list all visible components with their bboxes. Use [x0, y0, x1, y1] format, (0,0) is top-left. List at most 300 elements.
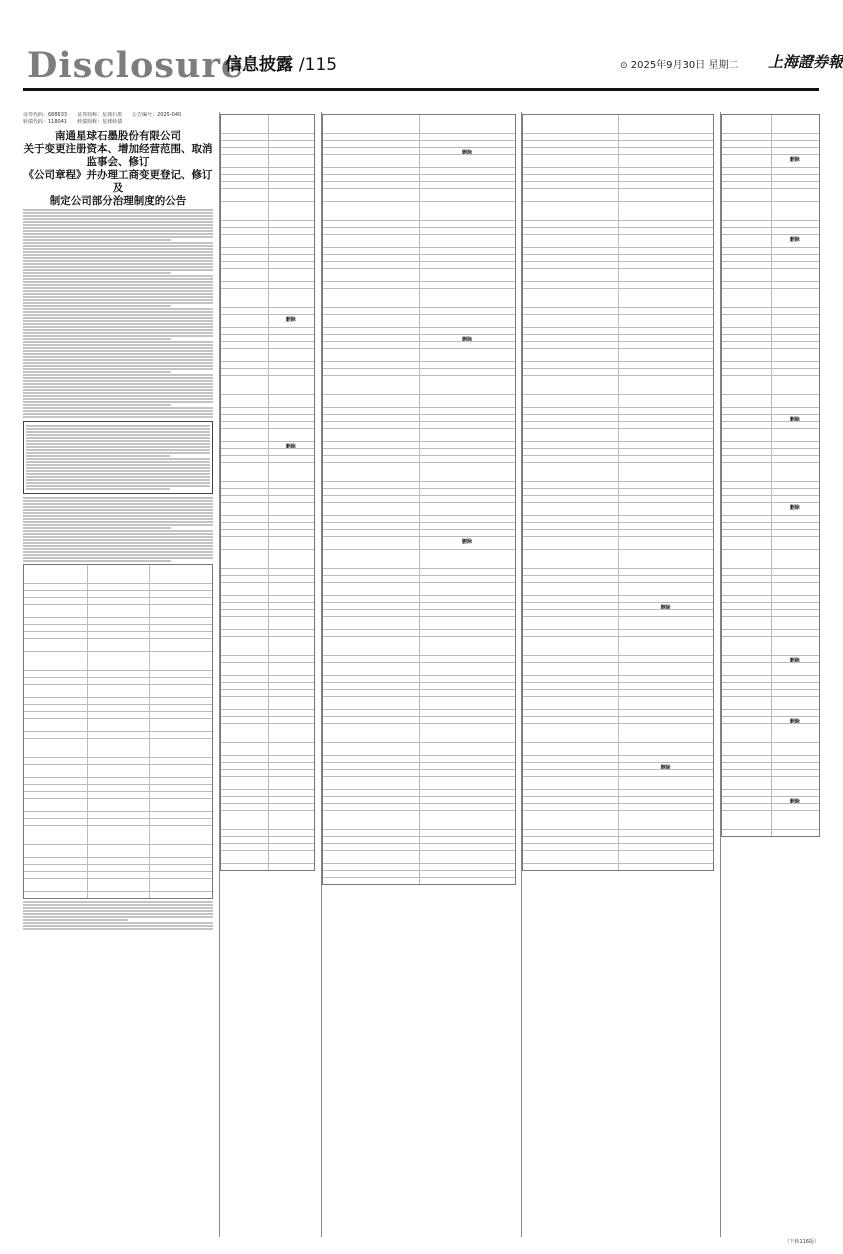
table-row	[221, 201, 314, 220]
table-row	[323, 529, 515, 536]
table-row	[221, 803, 314, 810]
table-row	[722, 174, 819, 181]
table-row	[221, 769, 314, 776]
table-cell-divider	[771, 583, 772, 595]
text-line	[23, 287, 213, 289]
table-row	[323, 595, 515, 602]
table-cell-divider	[618, 550, 619, 568]
table-row	[722, 755, 819, 762]
table-row	[722, 220, 819, 227]
table-cell-divider	[419, 583, 420, 595]
table-row	[221, 481, 314, 488]
table-row	[221, 515, 314, 522]
newspaper-logo: 上海證券報	[768, 53, 843, 71]
table-row	[722, 407, 819, 414]
table-row	[221, 327, 314, 334]
table-row	[323, 488, 515, 495]
table-row	[523, 863, 713, 870]
table-row	[523, 140, 713, 147]
table-row	[323, 769, 515, 776]
table-row	[722, 655, 819, 662]
table-cell-divider	[618, 697, 619, 709]
table-row	[722, 495, 819, 502]
table-row	[221, 662, 314, 675]
table-row	[323, 174, 515, 181]
table-row	[323, 629, 515, 636]
table-row	[722, 716, 819, 723]
table-cell-divider	[771, 637, 772, 655]
table-row	[221, 348, 314, 361]
text-line	[23, 260, 213, 262]
table-row	[221, 502, 314, 515]
text-line	[23, 257, 213, 259]
text-line	[23, 281, 213, 283]
table-row	[323, 147, 515, 154]
table-row	[722, 254, 819, 261]
table-row	[221, 441, 314, 448]
text-line	[23, 212, 213, 214]
table-row	[24, 670, 212, 677]
table-row	[24, 844, 212, 857]
table-row	[221, 133, 314, 140]
table-row	[323, 181, 515, 188]
table-row	[221, 314, 314, 327]
table-cell-divider	[149, 652, 150, 670]
table-row	[523, 414, 713, 421]
table-cell-divider	[771, 315, 772, 327]
table-row	[523, 582, 713, 595]
text-line	[26, 464, 210, 466]
table-row	[221, 307, 314, 314]
text-line	[26, 467, 210, 469]
table-row	[323, 682, 515, 689]
table-row	[323, 843, 515, 850]
text-line	[23, 344, 213, 346]
table-row	[323, 361, 515, 368]
text-line	[23, 533, 213, 535]
text-line	[23, 380, 213, 382]
table-row	[323, 709, 515, 716]
table-cell-divider	[87, 845, 88, 857]
table-cell-divider	[268, 463, 269, 481]
table-cell-divider	[618, 349, 619, 361]
table-row	[722, 375, 819, 394]
table-row	[523, 220, 713, 227]
deleted-label: 删除	[461, 150, 472, 156]
table-row	[722, 609, 819, 616]
table-row	[523, 201, 713, 220]
table-row	[523, 281, 713, 288]
table-row	[523, 181, 713, 188]
text-line	[23, 530, 213, 532]
table-row	[221, 850, 314, 863]
table-row	[523, 843, 713, 850]
table-row	[221, 115, 314, 133]
table-cell-divider	[771, 202, 772, 220]
table-row	[24, 651, 212, 670]
table-row	[523, 188, 713, 201]
table-row	[523, 133, 713, 140]
table-row	[722, 742, 819, 755]
table-row	[323, 288, 515, 307]
table-cell-divider	[618, 429, 619, 441]
table-row	[722, 769, 819, 776]
text-line	[23, 254, 213, 256]
table-cell-divider	[771, 115, 772, 133]
table-cell-divider	[618, 811, 619, 829]
table-row	[221, 462, 314, 481]
table-row	[221, 742, 314, 755]
text-line	[23, 356, 213, 358]
table-row	[323, 502, 515, 515]
table-row	[323, 334, 515, 341]
table-row	[323, 616, 515, 629]
table-row	[722, 582, 819, 595]
table-row	[323, 462, 515, 481]
table-row	[323, 716, 515, 723]
header-rule	[23, 88, 819, 91]
table-row	[523, 602, 713, 609]
table-row	[221, 154, 314, 167]
table-row	[323, 575, 515, 582]
table-cell-divider	[771, 503, 772, 515]
table-cell-divider	[419, 463, 420, 481]
table-cell-divider	[87, 799, 88, 811]
table-row	[523, 307, 713, 314]
text-line	[23, 907, 213, 909]
table-cell-divider	[771, 617, 772, 629]
table-cell-divider	[87, 739, 88, 757]
table-cell-divider	[771, 550, 772, 568]
table-row	[722, 529, 819, 536]
table-row	[221, 394, 314, 407]
text-line	[26, 425, 210, 427]
deleted-label: 删除	[285, 317, 296, 323]
table-cell-divider	[419, 115, 420, 133]
announcement-title: 南通星球石墨股份有限公司 关于变更注册资本、增加经营范围、取消监事会、修订 《公司章程》并办理工商变更登记、修订及 制定公司部分治理制度的公告	[23, 130, 213, 207]
text-line	[23, 323, 213, 325]
table-cell-divider	[149, 765, 150, 777]
table-row	[523, 803, 713, 810]
table-row	[323, 636, 515, 655]
text-line	[23, 410, 213, 412]
table-row	[722, 414, 819, 421]
table-row	[523, 495, 713, 502]
text-line	[23, 272, 171, 274]
table-row	[221, 414, 314, 421]
text-line	[26, 488, 170, 490]
text-line	[23, 551, 213, 553]
text-line	[23, 233, 213, 235]
table-row	[221, 181, 314, 188]
table-cell-divider	[419, 851, 420, 863]
table-cell-divider	[771, 376, 772, 394]
table-row	[523, 836, 713, 843]
table-row	[523, 174, 713, 181]
table-row	[221, 288, 314, 307]
text-line	[23, 368, 213, 370]
table-cell-divider	[419, 811, 420, 829]
text-line	[23, 290, 213, 292]
table-cell-divider	[618, 376, 619, 394]
table-cell-divider	[268, 637, 269, 655]
table-cell-divider	[268, 583, 269, 595]
column-4	[521, 112, 714, 1237]
table-row	[24, 677, 212, 684]
text-line	[23, 548, 213, 550]
table-cell-divider	[618, 851, 619, 863]
table-row	[323, 762, 515, 769]
text-line	[26, 440, 210, 442]
table-row	[221, 810, 314, 829]
text-line	[23, 916, 213, 918]
table-cell-divider	[618, 395, 619, 407]
text-line	[23, 901, 213, 903]
table-row	[722, 796, 819, 803]
bond-codes: 转债代码：118041 转债简称：星球转债	[23, 119, 123, 125]
table-row	[523, 247, 713, 254]
table-row	[722, 201, 819, 220]
comparison-table-5	[721, 114, 820, 837]
table-row	[523, 502, 713, 515]
text-line	[23, 386, 213, 388]
text-line	[26, 476, 210, 478]
table-cell-divider	[268, 376, 269, 394]
text-line	[23, 362, 213, 364]
text-line	[23, 539, 213, 541]
table-row	[722, 689, 819, 696]
text-line	[23, 554, 213, 556]
table-row	[323, 810, 515, 829]
table-row	[24, 704, 212, 711]
table-cell-divider	[771, 811, 772, 829]
stock-codes: 证券代码：688633 证券简称：星球石墨 公告编号：2025-040	[23, 112, 182, 118]
table-row	[323, 662, 515, 675]
table-cell-divider	[87, 719, 88, 731]
table-row	[323, 133, 515, 140]
deleted-label: 删除	[789, 505, 800, 511]
text-line	[26, 452, 210, 454]
table-cell-divider	[618, 289, 619, 307]
table-row	[323, 796, 515, 803]
table-cell-divider	[618, 155, 619, 167]
table-row	[323, 448, 515, 455]
table-cell-divider	[618, 663, 619, 675]
table-row	[221, 789, 314, 796]
table-cell-divider	[87, 826, 88, 844]
table-cell-divider	[149, 719, 150, 731]
table-cell-divider	[268, 724, 269, 742]
table-row	[722, 188, 819, 201]
table-row	[221, 796, 314, 803]
text-line	[23, 500, 213, 502]
table-row	[523, 522, 713, 529]
table-cell-divider	[419, 429, 420, 441]
table-row	[523, 662, 713, 675]
table-cell-divider	[419, 189, 420, 201]
text-line	[26, 485, 210, 487]
table-row	[523, 334, 713, 341]
table-row	[722, 776, 819, 789]
text-line	[23, 284, 213, 286]
table-cell-divider	[87, 685, 88, 697]
table-row	[722, 154, 819, 167]
table-cell-divider	[149, 892, 150, 898]
text-line	[26, 446, 210, 448]
table-row	[323, 375, 515, 394]
table-cell-divider	[268, 395, 269, 407]
table-cell-divider	[419, 550, 420, 568]
table-cell-divider	[771, 463, 772, 481]
table-row	[722, 696, 819, 709]
text-line	[23, 221, 213, 223]
table-row	[24, 757, 212, 764]
table-row	[323, 268, 515, 281]
text-line	[23, 299, 213, 301]
table-cell-divider	[771, 429, 772, 441]
table-row	[523, 448, 713, 455]
table-cell-divider	[618, 583, 619, 595]
text-line	[23, 350, 213, 352]
table-row	[523, 716, 713, 723]
table-row	[323, 675, 515, 682]
table-row	[221, 448, 314, 455]
text-line	[23, 218, 213, 220]
table-row	[323, 836, 515, 843]
text-line	[23, 305, 171, 307]
table-cell-divider	[419, 878, 420, 884]
table-cell-divider	[149, 605, 150, 617]
table-cell-divider	[618, 235, 619, 247]
table-cell-divider	[268, 663, 269, 675]
text-line	[23, 317, 213, 319]
table-cell-divider	[771, 697, 772, 709]
table-cell-divider	[419, 617, 420, 629]
table-row	[323, 549, 515, 568]
table-cell-divider	[618, 537, 619, 549]
table-row	[221, 829, 314, 836]
table-row	[221, 147, 314, 154]
table-row	[722, 595, 819, 602]
table-row	[323, 609, 515, 616]
table-cell-divider	[268, 202, 269, 220]
table-row	[221, 689, 314, 696]
table-row	[722, 307, 819, 314]
table-row	[523, 375, 713, 394]
table-cell-divider	[771, 155, 772, 167]
table-row	[221, 234, 314, 247]
table-row	[221, 549, 314, 568]
text-line	[23, 389, 213, 391]
table-row	[523, 361, 713, 368]
table-row	[323, 850, 515, 863]
table-cell-divider	[419, 537, 420, 549]
table-row	[722, 723, 819, 742]
table-row	[221, 227, 314, 234]
table-row	[24, 798, 212, 811]
table-cell-divider	[87, 879, 88, 891]
table-row	[323, 495, 515, 502]
table-row	[221, 188, 314, 201]
continued-note: （下转116版）	[784, 1239, 819, 1245]
table-row	[722, 829, 819, 836]
table-cell-divider	[268, 864, 269, 870]
table-cell-divider	[268, 550, 269, 568]
table-row	[523, 115, 713, 133]
column-1	[23, 112, 213, 1237]
table-row	[523, 769, 713, 776]
text-line	[23, 922, 213, 924]
table-cell-divider	[618, 315, 619, 327]
text-line	[23, 416, 213, 418]
text-line	[23, 383, 213, 385]
table-row	[722, 268, 819, 281]
table-row	[523, 810, 713, 829]
text-line	[23, 545, 213, 547]
text-line	[26, 482, 210, 484]
text-line	[23, 347, 213, 349]
table-cell-divider	[268, 115, 269, 133]
table-row	[323, 421, 515, 428]
table-row	[221, 428, 314, 441]
text-line	[23, 557, 213, 559]
table-row	[722, 368, 819, 375]
table-row	[24, 871, 212, 878]
rules-table	[23, 564, 213, 899]
table-row	[722, 675, 819, 682]
table-row	[24, 638, 212, 651]
table-row	[523, 268, 713, 281]
table-row	[24, 617, 212, 624]
table-row	[523, 288, 713, 307]
table-cell-divider	[771, 777, 772, 789]
table-row	[722, 348, 819, 361]
table-cell-divider	[419, 376, 420, 394]
comparison-table-3	[322, 114, 516, 885]
text-line	[23, 269, 213, 271]
table-row	[523, 227, 713, 234]
table-row	[722, 789, 819, 796]
table-cell-divider	[771, 537, 772, 549]
table-cell-divider	[419, 743, 420, 755]
table-row	[523, 314, 713, 327]
table-row	[24, 604, 212, 617]
deleted-label: 删除	[660, 605, 671, 611]
table-cell-divider	[419, 349, 420, 361]
table-cell-divider	[771, 349, 772, 361]
table-row	[722, 709, 819, 716]
text-line	[23, 392, 213, 394]
table-cell-divider	[268, 315, 269, 327]
table-row	[323, 234, 515, 247]
table-row	[323, 696, 515, 709]
table-row	[722, 140, 819, 147]
table-cell-divider	[618, 724, 619, 742]
table-row	[323, 829, 515, 836]
text-line	[23, 374, 213, 376]
table-row	[221, 568, 314, 575]
table-row	[523, 762, 713, 769]
table-cell-divider	[618, 864, 619, 870]
table-row	[722, 227, 819, 234]
table-row	[323, 441, 515, 448]
table-cell-divider	[268, 811, 269, 829]
table-row	[323, 247, 515, 254]
disclaimer-box	[23, 421, 213, 494]
table-row	[24, 818, 212, 825]
table-cell-divider	[149, 799, 150, 811]
table-row	[221, 167, 314, 174]
